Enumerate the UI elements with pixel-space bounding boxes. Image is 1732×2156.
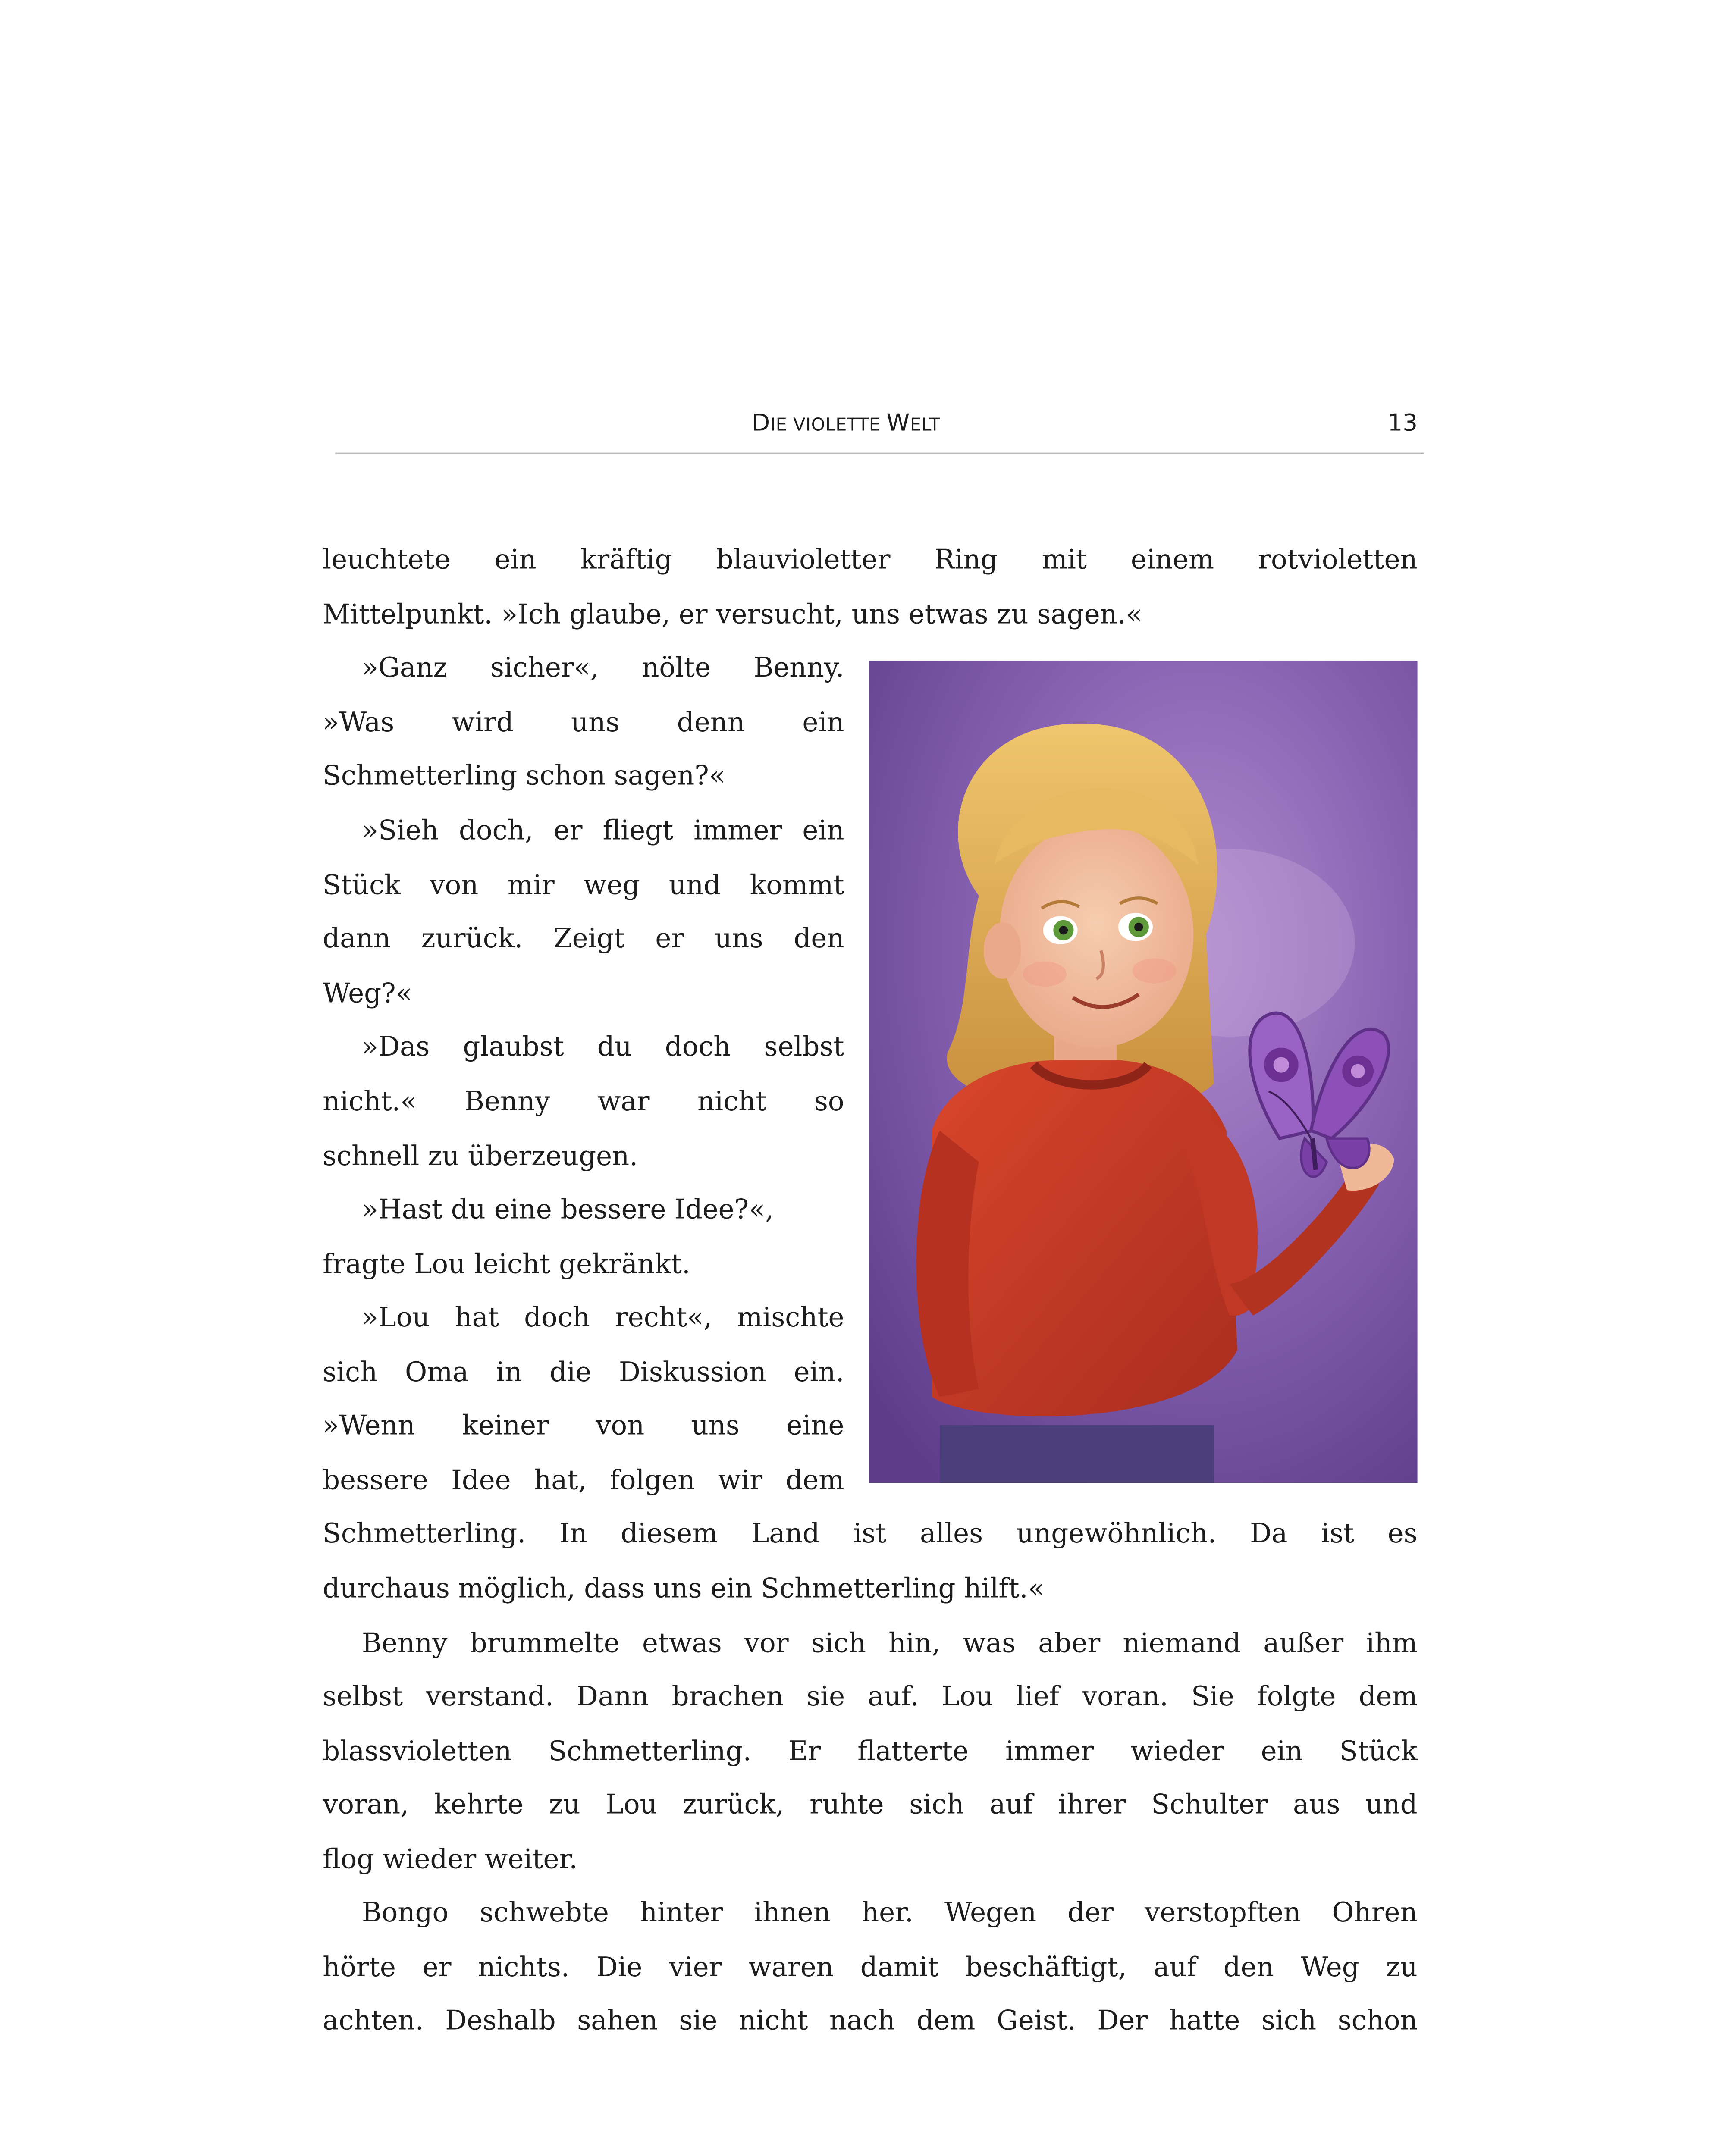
text-line: Mittelpunkt. »Ich glaube, er versucht, uns etwas zu sagen.« [323,599,1142,631]
header-rule [335,453,1424,454]
text-line: sich Oma in die Diskussion ein. [323,1357,844,1389]
text-line: Benny brummelte etwas vor sich hin, was aber niemand außer ihm [361,1628,1418,1660]
text-line: leuchtete ein kräftig blauvioletter Ring mit einem rotvioletten [323,545,1418,577]
text-line: »Was wird uns denn ein [323,708,844,740]
running-head-smallcaps-1: IE VIOLETTE [770,415,887,436]
running-head-initial: D [752,408,770,437]
text-line: »Hast du eine bessere Idee?«, [361,1194,774,1226]
text-line: durchaus möglich, dass uns ein Schmetterling hilft.« [323,1573,1045,1605]
running-head-initial-2: W [886,408,910,437]
text-line: Schmetterling. In diesem Land ist alles ungewöhnlich. Da ist es [323,1519,1418,1551]
text-line: selbst verstand. Dann brachen sie auf. Lou lief voran. Sie folgte dem [323,1682,1418,1714]
text-line: Bongo schwebte hinter ihnen her. Wegen der verstopften Ohren [361,1898,1418,1930]
text-line: Schmetterling schon sagen?« [323,761,725,793]
text-line: Weg?« [323,978,412,1010]
text-line: »Sieh doch, er fliegt immer ein [361,816,844,847]
text-line: hörte er nichts. Die vier waren damit beschäftigt, auf den Weg zu [323,1952,1418,1984]
text-line: »Lou hat doch recht«, mischte [361,1303,844,1335]
text-line: dann zurück. Zeigt er uns den [323,924,844,956]
text-line: blassvioletten Schmetterling. Er flatterte immer wieder ein Stück [323,1736,1418,1768]
text-line: flog wieder weiter. [323,1845,578,1876]
face [999,822,1193,1048]
text-line: »Wenn keiner von uns eine [323,1411,844,1442]
running-head-smallcaps-2: ELT [910,415,941,436]
text-line: Stück von mir weg und kommt [323,871,844,902]
text-line: voran, kehrte zu Lou zurück, ruhte sich auf ihrer Schulter aus und [323,1790,1418,1821]
illustration-girl-with-butterfly [869,661,1418,1483]
text-line: »Das glaubst du doch selbst [361,1032,844,1063]
jeans [940,1425,1214,1483]
text-line: schnell zu überzeugen. [323,1141,638,1173]
text-line: achten. Deshalb sahen sie nicht nach dem Geist. Der hatte sich schon [323,2006,1418,2037]
text-line: »Ganz sicher«, nölte Benny. [361,653,844,685]
text-line: bessere Idee hat, folgen wir dem [323,1466,844,1497]
text-line: fragte Lou leicht gekränkt. [323,1250,690,1281]
page-number: 13 [1387,408,1418,437]
running-head [752,409,940,437]
text-line: nicht.« Benny war nicht so [323,1087,844,1119]
